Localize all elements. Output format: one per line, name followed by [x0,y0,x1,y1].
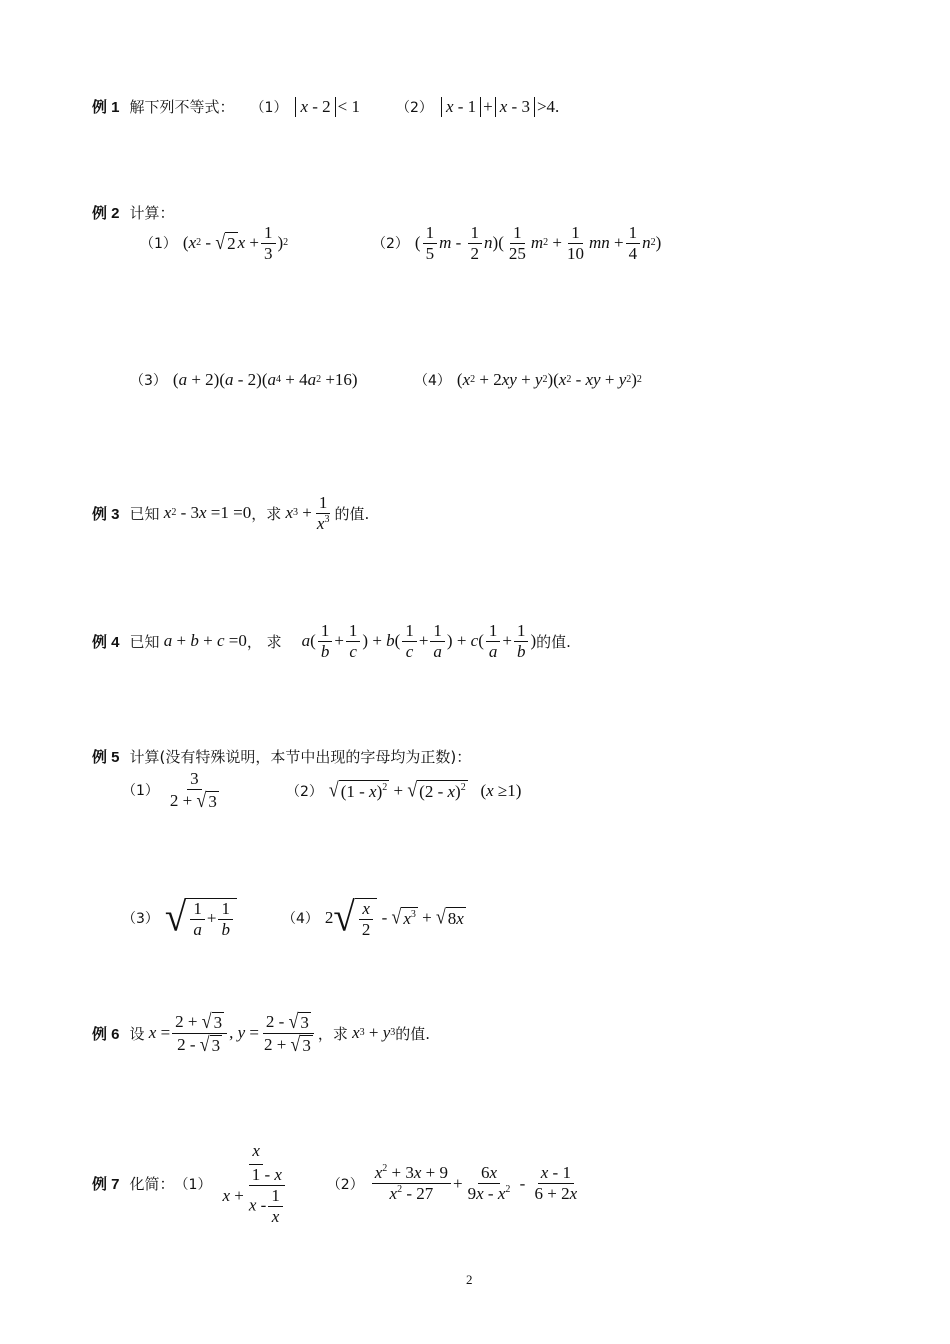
part-label: （2） [286,784,323,800]
example-2-label: 例 2 [92,205,120,222]
expression: a ( $\frac{1}{b}$ + $\frac{1}{c}$ ) + b ( $\frac{1}{c}$ + $\frac{1}{a}$ ) + c ( $\frac{1}{a}$ + $\frac{1}{b}$ ) [301,621,537,661]
text: 的值. [536,632,571,651]
part-label: （1） [174,1176,212,1193]
text: ，求 [251,504,282,523]
expression: 3 2 + √ 3 [169,769,217,812]
expression: ( x 2 - √ 2 x + $\frac{1}{3}$ ) 2 [182,223,289,263]
example-2-header [92,202,175,223]
part-label: （3） [130,373,167,389]
expression: $\frac{x^2 + 3x + 9}{x^2 - 27}$ + $\frac{6x}{9x - x^2}$ - $\frac{x - 1}{6 + 2x}$ [370,1164,582,1203]
expression: ( a + 2)( a - 2)( a 4 + 4 a 2 +16) [172,370,358,389]
text: 已知 [129,504,160,523]
inequality-1: x - 2 < 1 [293,97,360,117]
text: 化简： [129,1175,175,1194]
example-5-header [92,746,471,767]
example-7-label: 例 7 [92,1176,120,1194]
text: 已知 [129,632,160,651]
part-label: （1） [140,236,177,253]
part-label: （4） [414,373,451,389]
page-number: 2 [466,1272,473,1287]
definition: x = 2 + √ 3 2 - √ 3 , y = 2 - √ 3 2 + √ 3 [145,1012,318,1055]
example-5-label: 例 5 [92,749,120,766]
inequality-2: x - 1 + x - 3 >4. [439,97,559,117]
example-5-part-1 [122,770,224,811]
text: 的值. [334,504,370,523]
part-label: （3） [122,911,159,928]
example-2-part-2 [372,224,661,263]
example-2-part-4 [414,370,642,390]
example-6 [92,1009,431,1056]
text: 设 [129,1024,145,1043]
part-label: （1） [250,99,288,116]
equation: x 2 - 3 x =1 =0 [163,503,252,523]
example-1-prompt: 解下列不等式： [129,98,235,116]
part-label: （2） [396,99,433,116]
example-2-part-1 [140,224,288,263]
text: ， 求 [246,632,282,651]
text: ，求 [317,1024,348,1043]
example-7 [92,1142,582,1225]
example-5-part-2 [286,780,521,802]
example-3 [92,494,369,533]
part-label: （2） [326,1176,364,1193]
text: 的值. [395,1024,431,1043]
example-4 [92,622,571,661]
example-3-label: 例 3 [92,505,120,523]
expression: 2 √ $\frac{x}{2}$ - √ $x^3$ + √ 8x [324,894,464,941]
example-6-label: 例 6 [92,1025,120,1043]
expression-nested-fraction: x x + 1 - x x - $\frac{1}{x}$ [217,1142,294,1225]
expression: ( x 2 + 2 xy + y 2 )( x 2 - xy + y 2 ) 2 [456,370,642,389]
expression: ( $\frac{1}{5}$ m - $\frac{1}{2}$ n )( $\frac{1}{25}$ m 2 + $\frac{1}{10}$ mn + $\frac{1}{4}$ n 2 ) [414,223,662,263]
example-4-label: 例 4 [92,633,120,651]
equation: a + b + c =0 [163,631,247,651]
example-1 [92,96,559,117]
part-label: （2） [372,236,409,253]
example-5-prompt: 计算(没有特殊说明，本节中出现的字母均为正数)： [129,748,472,766]
example-1-label: 例 1 [92,99,120,116]
expression: x 3 + y 3 [352,1023,396,1043]
example-5-part-4 [282,894,466,941]
part-label: （4） [282,911,319,928]
expression: √ (1 - x)$^2$ + √ (2 - x)$^2$ ( x ≥1) [328,778,522,802]
example-2-part-3 [130,370,358,390]
example-5-part-3 [122,894,237,941]
expression: x 3 + $\frac{1}{x^3}$ [285,493,330,533]
example-2-prompt: 计算： [129,204,175,222]
expression: √ $\frac{1}{a}$ + $\frac{1}{b}$ [165,898,237,939]
part-label: （1） [122,783,159,800]
